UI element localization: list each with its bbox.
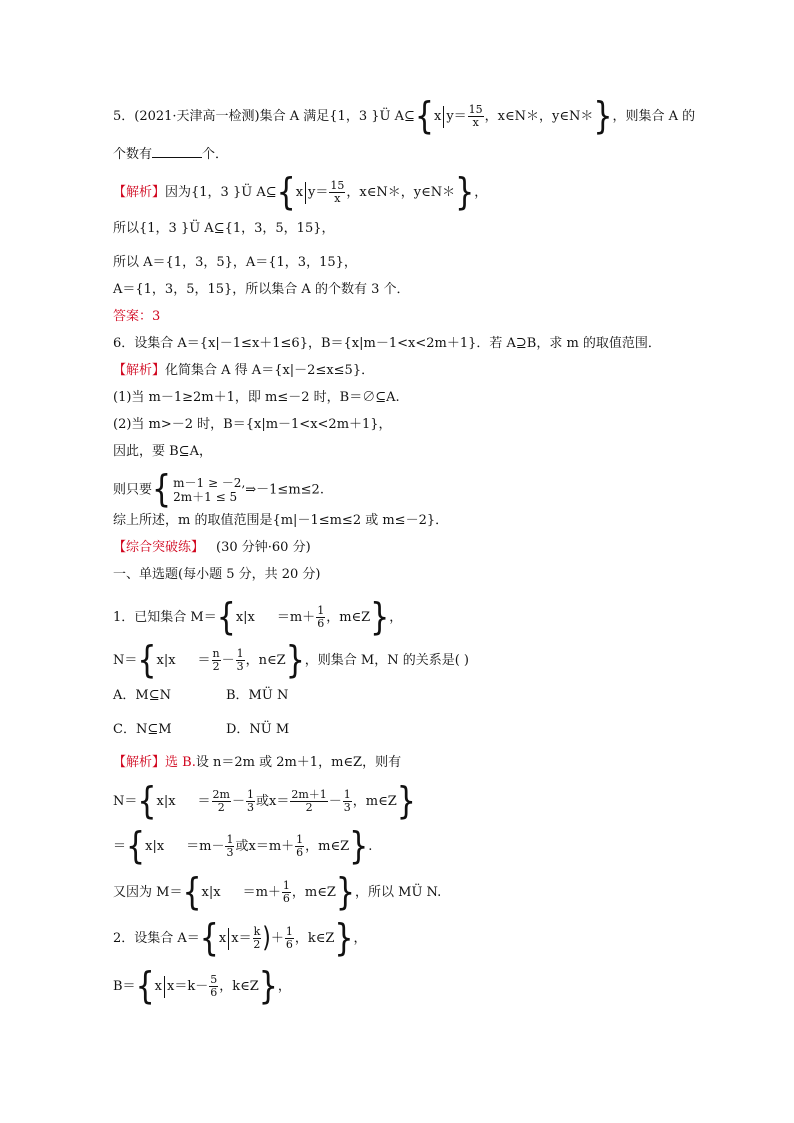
right-brace-icon: } — [370, 595, 390, 639]
left-brace-icon: { — [137, 638, 157, 682]
q6-solution-line3: (2)当 m>－2 时，B＝{x|m－1<x<2m＋1}， — [113, 417, 392, 432]
left-brace-icon: { — [152, 467, 172, 512]
q5-cond: ，x∈N＊，y∈N＊ — [484, 109, 594, 124]
p1-solution-line2: N＝{x|x ＝ $\frac{2m}{2}$ － $\frac{1}{3}$ 或x＝ $\frac{2m+1}{2}$ － $\frac{1}{3}$ ，m∈Z} — [113, 779, 416, 823]
left-brace-icon: { — [135, 964, 155, 1008]
left-brace-icon: { — [414, 94, 434, 138]
section-time: (30 分钟·60 分) — [216, 540, 311, 555]
q5-eq: y＝ — [446, 109, 467, 124]
fraction: $\frac{1}{6}$ — [285, 925, 293, 951]
q6-solution-line5: 则只要{ m－1 ≥ －2, 2m＋1 ≤ 5 ⇒－1≤m≤2. — [113, 467, 324, 512]
solution-label: 【解析】 — [113, 363, 166, 378]
solution-label: 【解析】 — [113, 755, 166, 770]
fraction: $\frac{1}{3}$ — [247, 788, 254, 814]
left-brace-icon: { — [216, 595, 236, 639]
right-brace-icon: } — [349, 824, 369, 868]
q6-solution-line1: 【解析】化简集合 A 得 A＝{x|－2≤x≤5}． — [113, 363, 375, 378]
fraction: $\frac{15}{x}$ — [330, 179, 345, 205]
q5-text-end: ，则集合 A 的 — [612, 109, 696, 124]
fraction: $\frac{5}{6}$ — [210, 973, 218, 999]
fraction: $\frac{1}{6}$ — [296, 833, 304, 859]
section-part: 一、单选题(每小题 5 分，共 20 分) — [113, 567, 321, 582]
q5-line1 — [113, 94, 696, 138]
fraction: $\frac{1}{3}$ — [236, 647, 244, 673]
fraction: $\frac{2m}{2}$ — [212, 788, 230, 814]
p1-solution-line3: ＝{x|x ＝m－ $\frac{1}{3}$ 或x＝m＋ $\frac{1}{6}$ ，m∈Z}. — [113, 824, 373, 868]
right-paren-icon: ) — [262, 922, 271, 954]
option-a[interactable]: A．M⊆N — [113, 688, 171, 703]
solution-label: 【解析】 — [113, 185, 166, 200]
q5-text: 5．(2021·天津高一检测)集合 A 满足{1，3 }Ü A⊆ — [113, 109, 415, 124]
fraction: $\frac{1}{6}$ — [282, 879, 290, 905]
bar-divider — [305, 182, 306, 204]
fraction: $\frac{15}{x}$ — [468, 103, 483, 129]
left-brace-icon: { — [182, 870, 202, 914]
q5-solution-line1: 【解析】因为{1，3 }Ü A⊆{x y＝ $\frac{15}{x}$ ，x∈N＊，y∈N＊}， — [113, 170, 488, 214]
left-brace-icon: { — [199, 916, 219, 960]
p2-line1: 2．设集合 A＝{x x＝ $\frac{k}{2}$ )＋ $\frac{1}{6}$ ，k∈Z}， — [113, 916, 367, 960]
fraction: $\frac{k}{2}$ — [253, 925, 261, 951]
fraction: $\frac{1}{6}$ — [317, 604, 325, 630]
answer-blank[interactable] — [152, 143, 202, 158]
p1-line2: N＝{x|x ＝ $\frac{n}{2}$ － $\frac{1}{3}$ ，n∈Z}，则集合 M，N 的关系是( ) — [113, 638, 470, 682]
right-brace-icon: } — [396, 779, 416, 823]
q5-solution-line3: 所以 A＝{1，3，5}，A＝{1，3，15}， — [113, 255, 357, 270]
q5-answer: 答案：3 — [113, 309, 161, 324]
fraction: $\frac{2m+1}{2}$ — [291, 788, 327, 814]
fraction: $\frac{1}{3}$ — [226, 833, 234, 859]
q5-var: x — [433, 109, 442, 124]
q5-solution-line4: A＝{1，3，5，15}，所以集合 A 的个数有 3 个． — [113, 282, 410, 297]
right-brace-icon: } — [334, 916, 354, 960]
right-brace-icon: } — [258, 964, 278, 1008]
p2-line2: B＝{x x＝k－ $\frac{5}{6}$ ，k∈Z}， — [113, 964, 291, 1008]
q5-line2: 个数有 个． — [113, 143, 228, 165]
right-brace-icon: } — [455, 170, 475, 214]
p1-solution-line1: 【解析】选 B.设 n＝2m 或 2m＋1，m∈Z，则有 — [113, 755, 402, 770]
left-brace-icon: { — [137, 779, 157, 823]
p1-line1: 1．已知集合 M＝{x|x ＝m＋ $\frac{1}{6}$ ，m∈Z}， — [113, 595, 403, 639]
q6-solution-line2: (1)当 m－1≥2m＋1，即 m≤－2 时，B＝∅⊆A. — [113, 390, 400, 405]
bar-divider — [164, 976, 165, 998]
q6-question: 6．设集合 A＝{x|－1≤x＋1≤6}，B＝{x|m－1<x<2m＋1}．若 A⊇B，求 m 的取值范围． — [113, 336, 661, 351]
q6-summary: 综上所述，m 的取值范围是{m|－1≤m≤2 或 m≤－2}． — [113, 513, 449, 528]
option-b[interactable]: B．MÜ N — [226, 688, 289, 703]
right-brace-icon: } — [285, 638, 305, 682]
fraction: $\frac{1}{3}$ — [343, 788, 351, 814]
bar-divider — [443, 106, 444, 128]
inequality-system: m－1 ≥ －2, 2m＋1 ≤ 5 — [173, 476, 246, 504]
p1-solution-line4: 又因为 M＝{x|x ＝m＋ $\frac{1}{6}$ ，m∈Z}，所以 MÜ N. — [113, 870, 442, 914]
q6-solution-line4: 因此，要 B⊆A， — [113, 444, 212, 459]
q5-solution-line2: 所以{1，3 }Ü A⊆{1，3，5，15}， — [113, 221, 335, 236]
fraction: $\frac{n}{2}$ — [212, 647, 220, 673]
right-brace-icon: } — [335, 870, 355, 914]
right-brace-icon: } — [593, 94, 613, 138]
bar-divider — [228, 928, 229, 950]
option-c[interactable]: C．N⊆M — [113, 722, 172, 737]
left-brace-icon: { — [126, 824, 146, 868]
p1-options-row2 — [113, 720, 289, 740]
left-brace-icon: { — [276, 170, 296, 214]
section-title: 【综合突破练】 — [113, 540, 205, 555]
answer-choice: 选 B. — [165, 755, 196, 770]
section-header — [113, 538, 311, 558]
option-d[interactable]: D．NÜ M — [226, 722, 290, 737]
p1-options-row1 — [113, 686, 288, 706]
